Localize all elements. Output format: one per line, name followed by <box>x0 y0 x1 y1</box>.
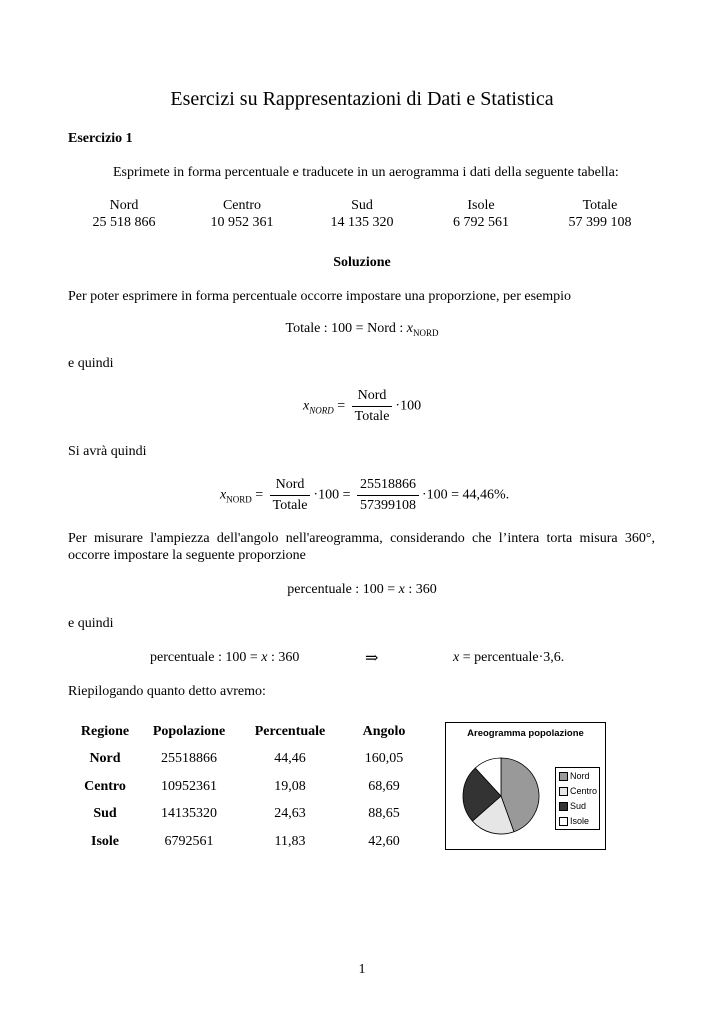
equals-sign: = <box>337 398 346 414</box>
table-cell-region: Centro <box>84 778 126 794</box>
equation-percentage-proportion <box>0 582 724 598</box>
instruction-text: Esprimete in forma percentuale e traducete in un aerogramma i dati della seguente tabella: <box>113 165 619 180</box>
page-title: Esercizi su Rappresentazioni di Dati e Statistica <box>170 88 554 110</box>
solution-heading: Soluzione <box>333 255 391 270</box>
table-row <box>76 746 432 774</box>
equation-subscript: NORD <box>226 494 252 505</box>
equation-percentage-left <box>150 650 299 666</box>
fraction-numerator: Nord <box>270 476 311 496</box>
equation-subscript: NORD <box>412 327 439 338</box>
equation-computation <box>220 476 509 515</box>
data-header-sud: Sud <box>351 198 373 213</box>
table-cell: 24,63 <box>274 806 306 822</box>
equation-tail: ·100 <box>395 398 422 414</box>
equation-middle: ·100 = <box>313 487 351 503</box>
data-header-centro: Centro <box>222 198 262 213</box>
e-quindi-text-2: e quindi <box>68 616 114 631</box>
table-header: Popolazione <box>152 723 226 739</box>
fraction <box>352 387 393 426</box>
legend-item-sud <box>559 799 586 813</box>
fraction-denominator: Totale <box>354 409 390 424</box>
fraction <box>357 476 419 515</box>
data-header-totale: Totale <box>582 198 618 213</box>
equation-variable: x <box>453 650 460 665</box>
table-cell: 88,65 <box>368 806 400 822</box>
fraction-denominator: Totale <box>272 498 308 513</box>
legend-item-isole <box>559 814 589 828</box>
fraction-numerator: Nord <box>352 387 393 407</box>
chart-title: Areogramma popolazione <box>467 728 584 739</box>
table-header: Percentuale <box>254 723 326 739</box>
table-cell-region: Sud <box>93 806 117 822</box>
fraction-numerator: 25518866 <box>357 476 419 496</box>
table-cell: 11,83 <box>274 833 306 849</box>
legend-label: Centro <box>570 786 598 796</box>
fraction-denominator: 57399108 <box>359 498 416 513</box>
paragraph-angle-line2: occorre impostare la seguente proporzione <box>68 548 306 563</box>
data-value-totale: 57 399 108 <box>568 215 632 230</box>
paragraph-angle-line1: Per misurare l'ampiezza dell'angolo nell'areogramma, considerando che l’intera torta misura 360°, <box>68 531 655 546</box>
equation-fraction-nord <box>303 387 421 426</box>
legend-label: Nord <box>570 771 590 781</box>
table-header: Angolo <box>362 723 406 739</box>
legend-label: Isole <box>570 816 590 826</box>
data-header-nord: Nord <box>109 198 139 213</box>
table-cell: 68,69 <box>368 778 400 794</box>
legend-label: Sud <box>570 801 587 811</box>
table-cell: 44,46 <box>274 751 306 767</box>
legend-swatch <box>559 772 568 781</box>
equation-variable: x <box>261 650 268 665</box>
table-cell: 160,05 <box>364 751 404 767</box>
equation-variable: x <box>303 398 310 414</box>
equation-rhs: = percentuale·3,6. <box>459 650 565 665</box>
legend-swatch <box>559 787 568 796</box>
equation-tail: ·100 = 44,46%. <box>421 487 510 503</box>
equation-proportion-left: Totale : 100 = Nord : <box>285 321 407 336</box>
table-cell: 14135320 <box>161 806 217 822</box>
si-avra-text: Si avrà quindi <box>68 444 147 459</box>
table-header-row <box>76 718 432 746</box>
chart-legend <box>555 767 600 830</box>
data-value-sud: 14 135 320 <box>330 215 394 230</box>
table-cell: 25518866 <box>161 751 217 767</box>
equation-subscript: NORD <box>309 405 334 416</box>
summary-table <box>76 718 432 856</box>
pie-chart <box>445 722 606 850</box>
table-header: Regione <box>80 723 130 739</box>
exercise-heading: Esercizio 1 <box>68 131 133 146</box>
equation-left: percentuale : 100 = <box>287 582 399 597</box>
data-header-isole: Isole <box>467 198 495 213</box>
equation-left: percentuale : 100 = <box>150 650 262 665</box>
table-cell: 6792561 <box>164 833 214 849</box>
data-value-isole: 6 792 561 <box>453 215 509 230</box>
table-row <box>76 801 432 829</box>
legend-item-centro <box>559 784 597 798</box>
fraction <box>270 476 311 515</box>
implies-arrow-icon: ⇒ <box>365 650 379 667</box>
riepilogo-text: Riepilogando quanto detto avremo: <box>68 684 266 699</box>
equation-variable: x <box>398 582 405 597</box>
equation-variable: x <box>220 487 227 503</box>
table-cell: 42,60 <box>368 833 400 849</box>
equation-percentage-right <box>453 650 564 666</box>
table-row <box>76 828 432 856</box>
table-row <box>76 773 432 801</box>
table-cell: 19,08 <box>274 778 306 794</box>
paragraph-proportion: Per poter esprimere in forma percentuale occorre impostare una proporzione, per esempio <box>68 289 572 304</box>
legend-item-nord <box>559 769 590 783</box>
legend-swatch <box>559 802 568 811</box>
table-cell-region: Isole <box>91 833 119 849</box>
e-quindi-text: e quindi <box>68 356 114 371</box>
table-cell: 10952361 <box>161 778 217 794</box>
equation-variable: x <box>406 321 413 336</box>
equation-proportion <box>0 321 724 338</box>
data-value-centro: 10 952 361 <box>210 215 274 230</box>
data-value-nord: 25 518 866 <box>92 215 156 230</box>
equation-right: : 360 <box>267 650 300 665</box>
equation-right: : 360 <box>404 582 437 597</box>
table-cell-region: Nord <box>89 751 121 767</box>
legend-swatch <box>559 817 568 826</box>
equals-sign: = <box>255 487 264 503</box>
page-number: 1 <box>358 962 366 977</box>
